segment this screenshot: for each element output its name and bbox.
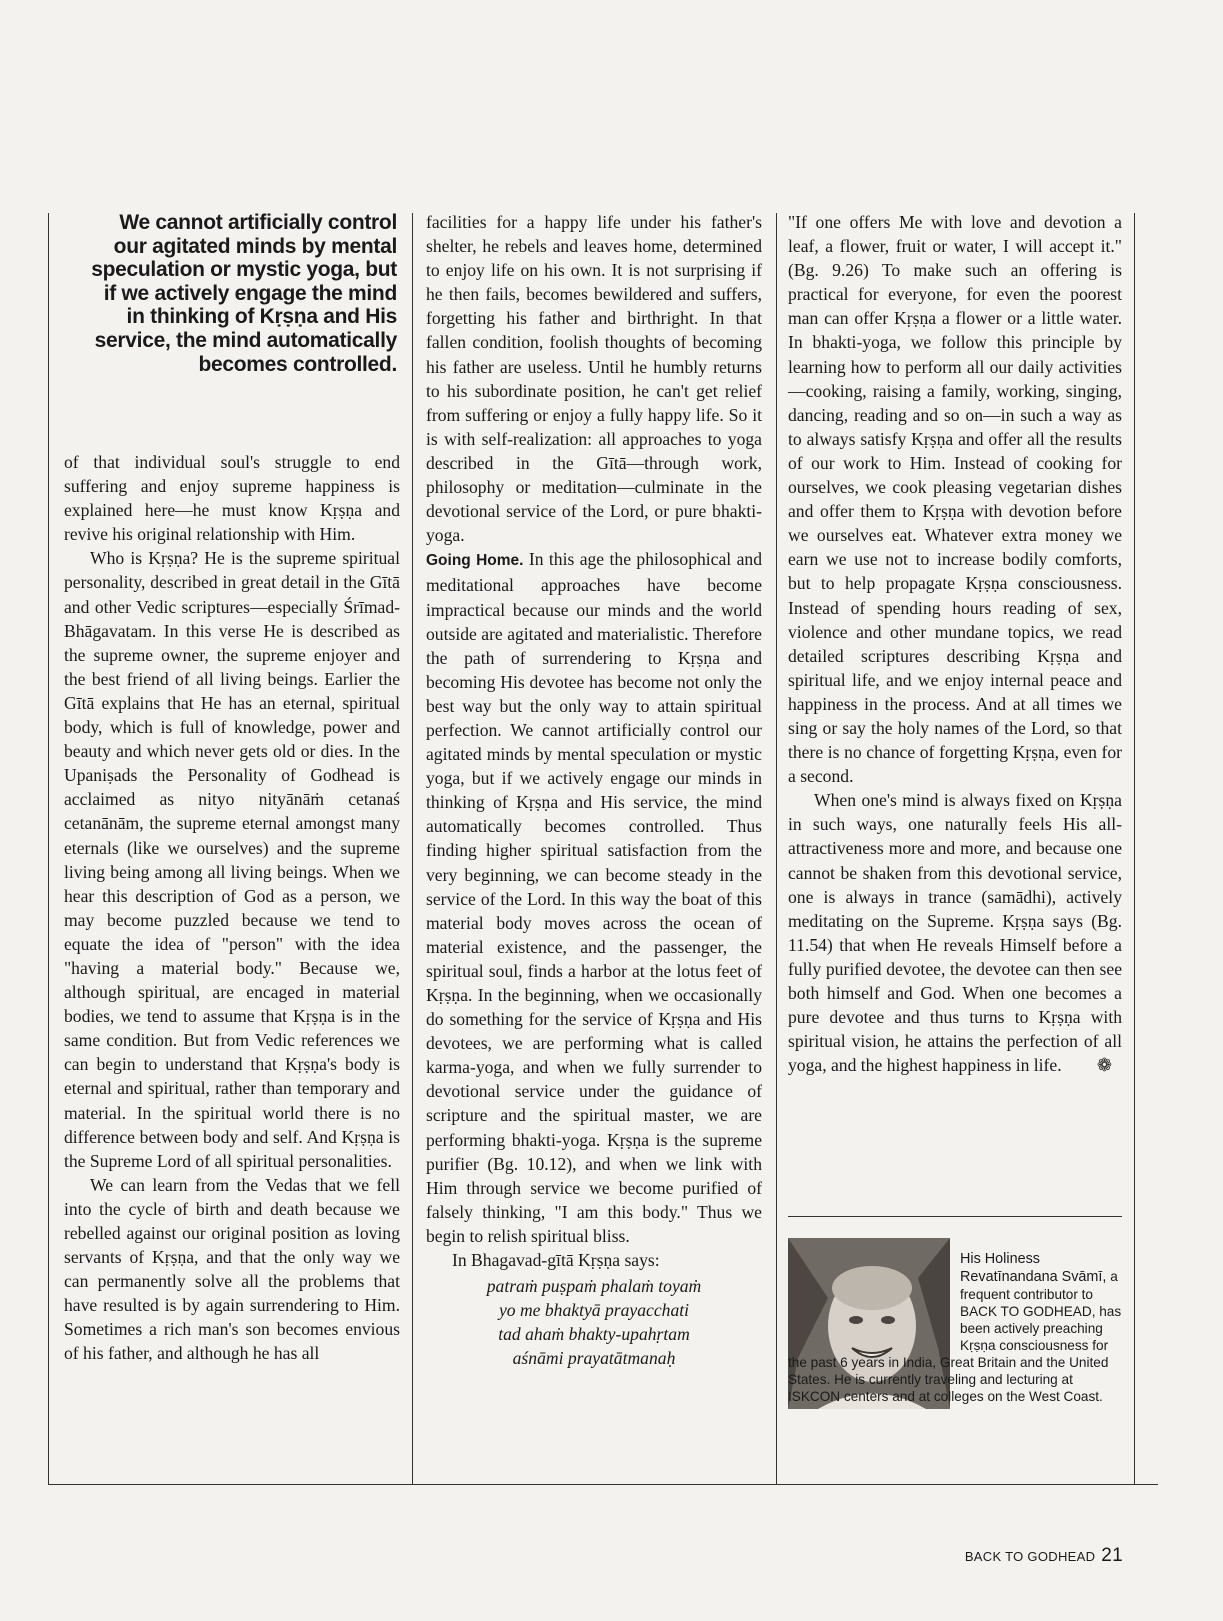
verse-line: aśnāmi prayatātmanaḥ [512, 1348, 676, 1369]
paragraph: "If one offers Me with love and devotion a leaf, a flower, fruit or water, I will accept it." (Bg. 9.26) To make such an offering is practical for everyone, for even the poorest man can offer Kṛṣṇa a flower or a little water. In bhakti-yoga, we follow this principle by learning how to perform all our daily activities—cooking, raising a family, working, singing, dancing, reading and so on—in such a way as to always satisfy Kṛṣṇa and offer all the results of our work to Him. Instead of cooking for ourselves, we cook pleasing vegetarian dishes and offer them to Kṛṣṇa with devotion before we ourselves eat. Whatever extra money we earn we use not to increase bodily comforts, but to help propagate Kṛṣṇa consciousness. Instead of spending hours reading of sex, violence and other mundane topics, we read detailed scriptures describing Kṛṣṇa and spiritual life, and we enjoy internal peace and happiness in the process. And at all times we sing or say the holy names of the Lord, so that there is no chance of forgetting Kṛṣṇa, even for a second. [788, 212, 1122, 787]
verse-line: yo me bhaktyā prayacchati [498, 1300, 690, 1321]
pull-quote: We cannot artificially control our agitated minds by mental speculation or mystic yoga, but if we actively engage the mind in thinking of Kṛṣṇa and His service, the mind automatically becomes controlled. [91, 211, 397, 376]
paragraph-going-home [426, 547, 762, 1248]
page-number: 21 [1101, 1545, 1123, 1566]
lotus-end-mark-icon: ❁ [1096, 1055, 1112, 1076]
paragraph [788, 788, 1122, 1077]
paragraph-text: When one's mind is always fixed on Kṛṣṇa in such ways, one naturally feels His all-attractiveness more and more, and because one cannot be shaken from this devotional service, one is always in trance (samādhi), actively meditating on the Supreme. Kṛṣṇa says (Bg. 11.54) that when He reveals Himself before a fully purified devotee, the devotee can then see both himself and God. When one becomes a pure devotee and thus turns to Kṛṣṇa with spiritual vision, he attains the perfection of all yoga, and the highest happiness in life. [788, 790, 1122, 1076]
bio-top-text [960, 1250, 1126, 1354]
paragraph: facilities for a happy life under his father's shelter, he rebels and leaves home, determined to enjoy life on his own. It is not surprising if he then fails, becomes bewildered and suffers, forgetting his father and birthright. In that fallen condition, foolish thoughts of becoming his father are useless. Until he humbly returns to his subordinate position, he can't get relief from suffering or enjoy a fully happy life. So it is with self-realization: all approaches to yoga described in the Gītā—through work, philosophy or meditation—culminate in the devotional service of the Lord, or pure bhakti-yoga. [426, 212, 762, 546]
paragraph-text: In this age the philosophical and meditational approaches have become impractical because our minds and the world outside are agitated and materialistic. Therefore the path of surrendering to Kṛṣṇa and becoming His devotee has become not only the best way but the only way to attain spiritual perfection. We cannot artificially control our agitated minds by mental speculation or mystic yoga, but if we actively engage our minds in thinking of Kṛṣṇa and His service, the mind automatically becomes controlled. Thus finding higher spiritual satisfaction from the very beginning, we can become steady in the service of the Lord. In this way the boat of this material body moves across the ocean of material existence, and the passenger, the spiritual soul, finds a harbor at the lotus feet of Kṛṣṇa. In the beginning, when we occasionally do something for the service of Kṛṣṇa and His devotees, we are performing what is called karma-yoga, and when we fully surrender to devotional service under the guidance of scripture and the spiritual master, we are performing bhakti-yoga. Kṛṣṇa is the supreme purifier (Bg. 10.12), and when we link with Him through service we become purified of falsely thinking, "I am this body." Thus we begin to relish spiritual bliss. [426, 549, 762, 1246]
left-border-rule [48, 213, 49, 1485]
magazine-name: BACK TO GODHEAD [964, 1549, 1096, 1564]
bottom-rule [48, 1484, 1158, 1485]
paragraph: Who is Kṛṣṇa? He is the supreme spiritual personality, described in great detail in the Gītā and other Vedic scriptures—especially Śrīmad-Bhāgavatam. In this verse He is described as the supreme owner, the supreme enjoyer and the best friend of all living beings. Earlier the Gītā explains that He has an eternal, spiritual body, which is full of knowledge, power and beauty and which never gets old or dies. In the Upaniṣads the Personality of Godhead is acclaimed as nityo nityānāṁ cetanaś cetanānām, the supreme eternal amongst many eternals (like we ourselves) and the supreme living being among all living beings. When we hear this description of God as a person, we may become puzzled because we tend to equate the idea of "person" with the idea "having a material body." Because we, although spiritual, are encaged in material bodies, we tend to assume that Kṛṣṇa is in the same condition. But from Vedic references we can begin to understand that Kṛṣṇa's body is eternal and spiritual, rather than temporary and material. In the spiritual world there is no difference between body and self. And Kṛṣṇa is the Supreme Lord of all spiritual personalities. [64, 548, 400, 1171]
paragraph: We can learn from the Vedas that we fell into the cycle of birth and death because we rebelled against our original position as loving servants of Kṛṣṇa, and that the only way we can permanently solve all the problems that have resulted is by again surrendering to Him. Sometimes a rich man's son becomes envious of his father, and although he has all [64, 1174, 400, 1364]
column-2 [426, 210, 762, 1370]
bio-bottom-text: the past 6 years in India, Great Britain and the United States. He is currently traveling and lecturing at ISKCON centers and at colleges on the West Coast. [788, 1355, 1109, 1404]
bio-divider [788, 1216, 1122, 1217]
page-footer [965, 1545, 1123, 1567]
section-runin-heading: Going Home. [426, 552, 524, 570]
sanskrit-verse [426, 1274, 762, 1370]
column-3 [788, 210, 1122, 1077]
paragraph: In Bhagavad-gītā Kṛṣṇa says: [452, 1250, 660, 1271]
column-1 [64, 450, 400, 1366]
column-rule-1 [412, 213, 413, 1485]
bio-text: a frequent contributor to BACK TO GODHEAD, has been actively preaching Kṛṣṇa consciousness for [960, 1269, 1122, 1353]
author-bio [788, 1250, 1126, 1405]
right-border-rule [1134, 213, 1135, 1485]
paragraph: of that individual soul's struggle to end suffering and enjoy supreme happiness is explained here—he must know Kṛṣṇa and revive his original relationship with Him. [64, 452, 400, 545]
column-rule-2 [776, 213, 777, 1485]
verse-line: patraṁ puṣpaṁ phalaṁ toyaṁ [486, 1276, 702, 1297]
author-name: His Holiness Revatīnandana Svāmī, [960, 1251, 1107, 1285]
verse-line: tad ahaṁ bhakty-upahṛtam [498, 1324, 690, 1345]
